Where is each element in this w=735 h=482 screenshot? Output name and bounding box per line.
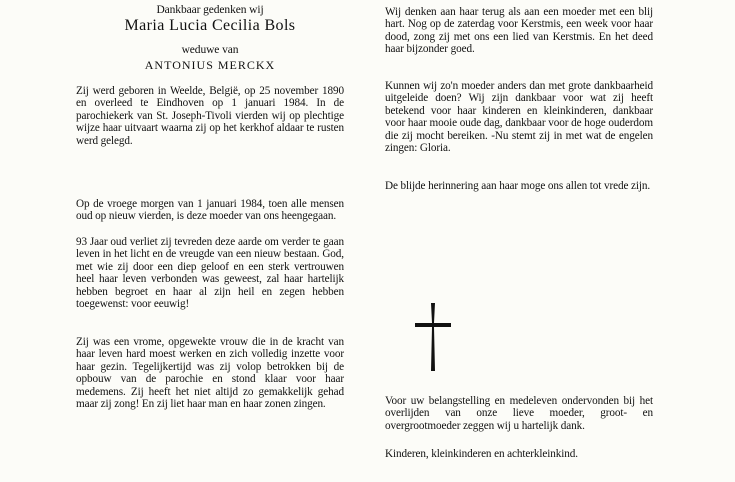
intro-line: Dankbaar gedenken wij [156,4,264,16]
biography-paragraph: Zij werd geboren in Weelde, België, op 25 november 1890 en overleed te Eindhoven op 1 januari 1984. In de parochiekerk van St. Joseph-Tivoli vierden wij op plechtige wijze haar uitvaart waarna zij op het kerkhof aldaar te rusten werd gelegd. [76,85,344,147]
relation-line: weduwe van [181,44,239,56]
husband-name: ANTONIUS MERCKX [144,58,276,72]
cross-icon [413,303,453,371]
faith-paragraph: 93 Jaar oud verliet zij tevreden deze aarde om verder te gaan leven in het licht en de vreugde van een nieuw bestaan. God, met wie zij door een diep geloof en een sterk vertrouwen heel haar leven verbonden was geweest, zal haar hartelijk hebben begroet en haar al zijn heil en zegen hebben toegewenst: voor eeuwig! [76,236,344,311]
deceased-name: Maria Lucia Cecilia Bols [124,17,296,34]
thanks-paragraph: Voor uw belangstelling en medeleven ondervonden bij het overlijden van onze lieve moeder, groot- en overgrootmoeder zeggen wij u hartelijk dank. [385,395,653,432]
passing-paragraph: Op de vroege morgen van 1 januari 1984, toen alle mensen oud op nieuw vierden, is deze moeder van ons heengegaan. [76,198,344,223]
memory-paragraph: Wij denken aan haar terug als aan een moeder met een blij hart. Nog op de zaterdag voor Kerstmis, een week voor haar dood, zong zij met ons een lied van Kerstmis. En het deed haar bijzonder goed. [385,6,653,56]
peace-paragraph: De blijde herinnering aan haar moge ons allen tot vrede zijn. [385,180,651,192]
signature-line: Kinderen, kleinkinderen en achterkleinkind. [385,448,578,460]
character-paragraph: Zij was een vrome, opgewekte vrouw die in de kracht van haar leven hard moest werken en zich volledig inzette voor haar gezin. Tegelijkertijd was zij volop betrokken bij de opbouw van de parochie en stond klaar voor haar medemens. Zij heeft het niet altijd zo gemakkelijk gehad maar zij zong! En zij liet haar man en haar zonen zingen. [76,336,344,411]
gratitude-paragraph: Kunnen wij zo'n moeder anders dan met grote dankbaarheid uitgeleide doen? Wij zijn dankbaar voor wat zij heeft betekend voor haar kinderen en kleinkinderen, dankbaar voor haar mooie oude dag, dankbaar voor de hoge ouderdom die zij mocht bereiken. -Nu stemt zij in met wat de engelen zingen: Gloria. [385,80,653,155]
